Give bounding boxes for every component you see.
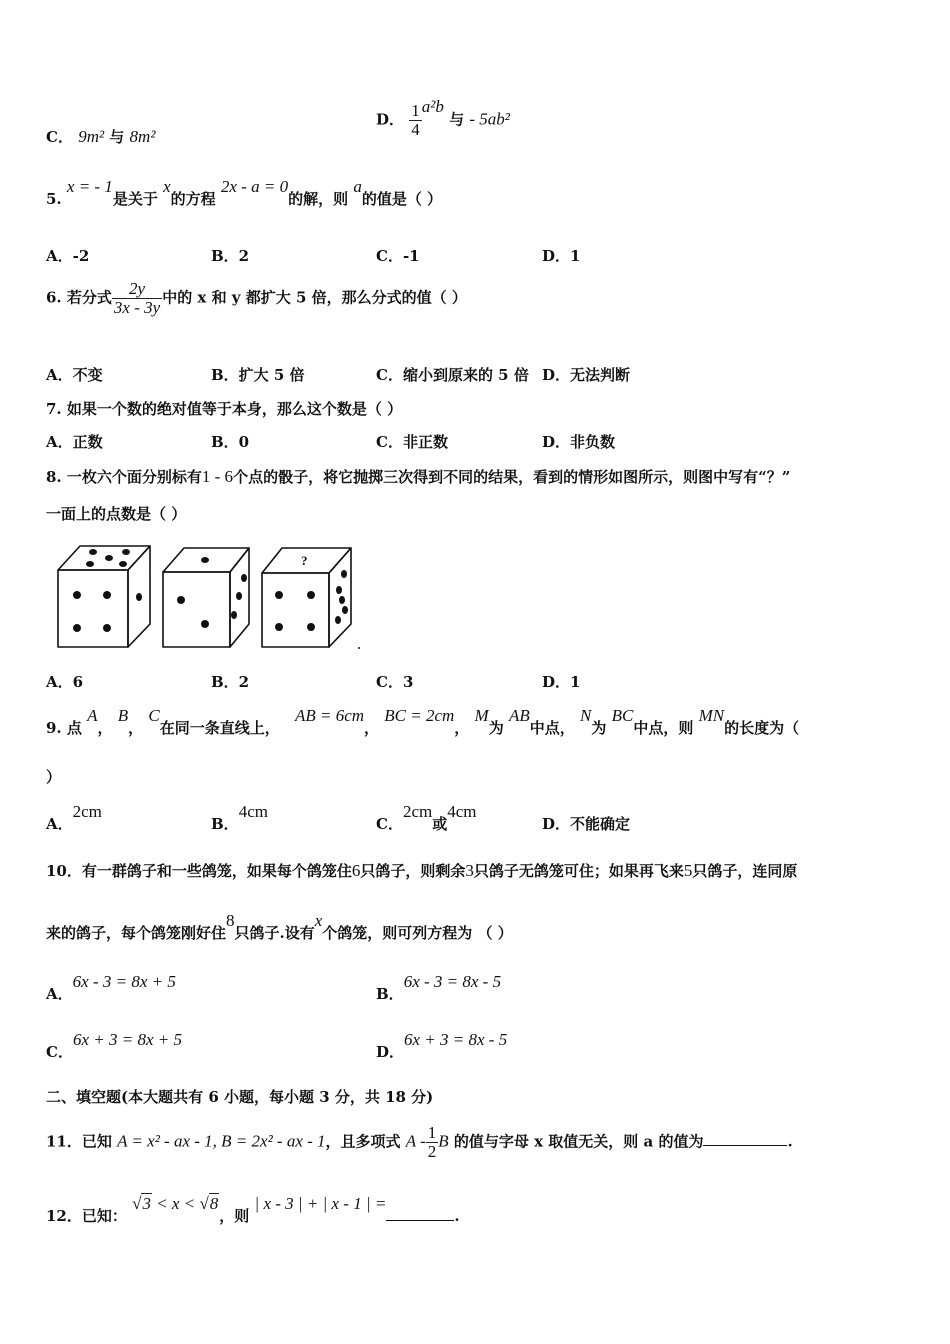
die-3-side-pip: [339, 596, 345, 604]
math-expr: 2x - a = 0: [220, 177, 289, 196]
die-1-front-pip: [73, 591, 81, 599]
math-expr: 3: [465, 861, 474, 880]
math-expr: BC: [611, 706, 634, 725]
option-label: B．: [376, 985, 404, 1003]
text: 的方程: [170, 190, 216, 208]
q12-stem: [46, 1194, 460, 1226]
text: 中点，则: [633, 719, 694, 737]
option-label: C．: [46, 128, 73, 146]
die-3-front-pip: [275, 591, 283, 599]
fraction: [112, 280, 162, 317]
question-number: 6.: [46, 288, 62, 307]
die-3-side-pip: [341, 570, 347, 578]
math-expr: 4cm: [447, 802, 477, 821]
option-label: D．: [376, 1043, 405, 1061]
denominator: 2: [427, 1141, 437, 1161]
math-expr: N: [579, 706, 592, 725]
q8-option-d: D．1: [542, 673, 581, 691]
q9-option-d: D．不能确定: [542, 815, 631, 833]
q10-stem-line2: [46, 911, 513, 943]
text: .: [787, 1132, 793, 1151]
q11-stem: [46, 1124, 793, 1161]
q9-option-c: [376, 802, 477, 834]
q10-stem-line1: [46, 860, 797, 881]
die-3-side-pip: [342, 606, 348, 614]
q7-option-b: B．0: [211, 433, 250, 451]
math-expr: | x - 3 | + | x - 1 | =: [254, 1194, 387, 1213]
die-3-side-pip: [336, 586, 342, 594]
text: 或: [432, 815, 448, 833]
die-2-side-pip: [236, 592, 242, 600]
math-expr: 5: [683, 861, 693, 880]
die-1-top-pip: [89, 549, 97, 555]
die-2-side-pip: [231, 611, 237, 619]
answer-blank[interactable]: [703, 1145, 787, 1146]
die-2-front-face: [163, 572, 230, 647]
q5-option-a: A．-2: [46, 247, 90, 265]
die-3-front-pip: [275, 623, 283, 631]
denominator: 3x - 3y: [113, 297, 161, 317]
numerator: 1: [427, 1123, 437, 1142]
math-expr: 9m²: [78, 127, 105, 146]
q9-stem-line2: ）: [46, 768, 62, 786]
text: 的解，则: [288, 190, 349, 208]
die-1-top-pip: [86, 561, 94, 567]
text: < x <: [156, 1194, 196, 1213]
math-expr: x: [163, 177, 171, 196]
q5-option-b: B．2: [211, 247, 250, 265]
q9-option-b: [211, 802, 268, 834]
text: 的长度为（: [724, 719, 800, 737]
q10-option-a: [46, 972, 176, 1004]
question-number: 5.: [46, 190, 62, 208]
q4-option-d: [376, 97, 510, 139]
text: 与: [109, 128, 125, 146]
q8-stem-line2: 一面上的点数是（ ）: [46, 505, 187, 523]
die-3-side-pip: [335, 616, 341, 624]
die-1-front-pip: [103, 624, 111, 632]
math-expr: BC = 2cm: [384, 706, 455, 725]
math-expr: 6: [351, 861, 361, 880]
q4-option-c: [46, 126, 155, 147]
q8-option-a: A．6: [46, 673, 84, 691]
denominator: 4: [411, 119, 420, 139]
q7-stem: 7. 如果一个数的绝对值等于本身，那么这个数是（ ）: [46, 400, 403, 418]
text: 个点的骰子，将它抛掷三次得到不同的结果，看到的情形如图所示，则图中写有“？”: [233, 468, 791, 486]
text: 中的 x 和 y 都扩大 5 倍，那么分式的值（ ）: [162, 288, 467, 307]
die-2-front-pip: [201, 620, 209, 628]
q10-option-d: [376, 1030, 508, 1062]
die-1-top-pip: [122, 549, 130, 555]
q9-stem-line1: 9. 点 A， B， C在同一条直线上， AB = 6cm， BC = 2cm， M为 AB中点， N为 BC中点，则 MN的长度为（: [46, 706, 800, 737]
math-expr: √3 < x < √8: [132, 1194, 219, 1213]
die-2-front-pip: [177, 596, 185, 604]
die-3-front-face: [262, 573, 329, 647]
math-expr: C: [148, 706, 160, 725]
answer-blank[interactable]: [386, 1220, 454, 1221]
math-expr: A -: [405, 1131, 426, 1151]
text: 的值是（ ）: [361, 190, 443, 208]
die-3-question-mark: ?: [301, 553, 308, 568]
die-2-side-pip: [241, 574, 247, 582]
q5-stem: [46, 177, 443, 209]
q7-option-a: A．正数: [46, 433, 103, 451]
text: 与: [449, 110, 465, 129]
math-expr: A = x² - ax - 1, B = 2x² - ax - 1: [117, 1131, 326, 1151]
text: 为: [591, 719, 607, 737]
die-1-top-face: [58, 546, 150, 570]
option-label: C．: [46, 1043, 73, 1061]
math-expr: 6x + 3 = 8x - 5: [404, 1030, 508, 1049]
math-expr: 2cm: [72, 802, 102, 821]
die-1-front-pip: [73, 624, 81, 632]
math-expr: 4cm: [238, 802, 268, 821]
math-expr: x = - 1: [66, 177, 113, 196]
die-3-front-pip: [307, 623, 315, 631]
option-label: A．: [46, 985, 73, 1003]
q9-option-a: [46, 802, 102, 834]
die-3-front-pip: [307, 591, 315, 599]
math-expr: M: [474, 706, 489, 725]
die-1-top-pip: [105, 555, 113, 561]
numerator: 1: [411, 101, 420, 120]
q10-option-b: [376, 972, 502, 1004]
text: .: [454, 1207, 460, 1225]
option-label: D．: [376, 110, 405, 129]
fraction: [409, 102, 422, 139]
q5-option-d: D．1: [542, 247, 581, 265]
option-label: B．: [211, 815, 239, 833]
text: 中点，: [529, 719, 575, 737]
radicand: 3: [142, 1194, 151, 1213]
q6-option-c: C．缩小到原来的 5 倍: [376, 366, 529, 384]
q7-option-c: C．非正数: [376, 433, 448, 451]
q8-option-b: B．2: [211, 673, 250, 691]
math-expr: x: [314, 911, 323, 930]
math-expr: - 5ab²: [469, 109, 510, 129]
q10-option-c: [46, 1030, 182, 1062]
q6-option-a: A．不变: [46, 366, 103, 384]
text: ，则: [219, 1207, 250, 1225]
text: 10．有一群鸽子和一些鸽笼，如果每个鸽笼住: [46, 862, 352, 880]
text: ，且多项式: [325, 1132, 401, 1151]
text: 在同一条直线上，: [159, 719, 280, 737]
text: 9. 点: [46, 719, 82, 737]
option-label: A．: [46, 815, 73, 833]
die-1-side-pip: [136, 593, 142, 601]
q5-option-c: C．-1: [376, 247, 420, 265]
die-1-top-pip: [119, 561, 127, 567]
text: 若分式: [66, 288, 112, 307]
math-expr: 1 - 6: [201, 467, 234, 486]
math-expr: 6x - 3 = 8x + 5: [72, 972, 176, 991]
math-expr: a²b: [421, 97, 444, 117]
text: 只鸽子.设有: [234, 924, 315, 942]
math-expr: AB: [508, 706, 530, 725]
q8-stem-line1: [46, 466, 790, 487]
text: 个鸽笼，则可列方程为 （ ）: [322, 924, 513, 942]
numerator: 2y: [129, 279, 146, 298]
option-label: C．: [376, 815, 403, 833]
math-expr: 6x + 3 = 8x + 5: [72, 1030, 182, 1049]
text: 是关于: [112, 190, 158, 208]
math-expr: 2cm: [402, 802, 433, 821]
radicand: 8: [209, 1194, 219, 1213]
q7-option-d: D．非负数: [542, 433, 616, 451]
section-title: 二、填空题(本大题共有 6 小题，每小题 3 分，共 18 分): [46, 1088, 434, 1106]
text: 为: [488, 719, 504, 737]
math-expr: 6x - 3 = 8x - 5: [403, 972, 502, 991]
die-1-front-face: [58, 570, 128, 647]
stray-dot: [358, 647, 360, 649]
q6-option-b: B．扩大 5 倍: [211, 366, 305, 384]
text: 只鸽子，则剩余: [360, 862, 466, 880]
q8-option-c: C．3: [376, 673, 414, 691]
die-2-top-pip: [201, 557, 209, 563]
math-expr: B: [438, 1131, 449, 1151]
text: 来的鸽子，每个鸽笼刚好住: [46, 924, 227, 942]
q6-option-d: D．无法判断: [542, 366, 631, 384]
math-expr: A: [87, 706, 98, 725]
text: 12．已知：: [46, 1207, 127, 1225]
fraction: [426, 1124, 439, 1161]
text: 8. 一枚六个面分别标有: [46, 468, 202, 486]
text: 11．已知: [46, 1132, 112, 1151]
text: 的值与字母 x 取值无关，则 a 的值为: [453, 1132, 704, 1151]
die-1-front-pip: [103, 591, 111, 599]
math-expr: 8: [226, 911, 235, 930]
math-expr: B: [117, 706, 129, 725]
math-expr: a: [353, 177, 362, 196]
math-expr: MN: [698, 706, 725, 725]
q6-stem: [46, 280, 467, 317]
text: 只鸽子，连同原: [692, 862, 798, 880]
math-expr: AB = 6cm: [294, 706, 365, 725]
math-expr: 8m²: [129, 127, 156, 146]
dice-figure: [50, 540, 370, 655]
text: 只鸽子无鸽笼可住；如果再飞来: [473, 862, 684, 880]
